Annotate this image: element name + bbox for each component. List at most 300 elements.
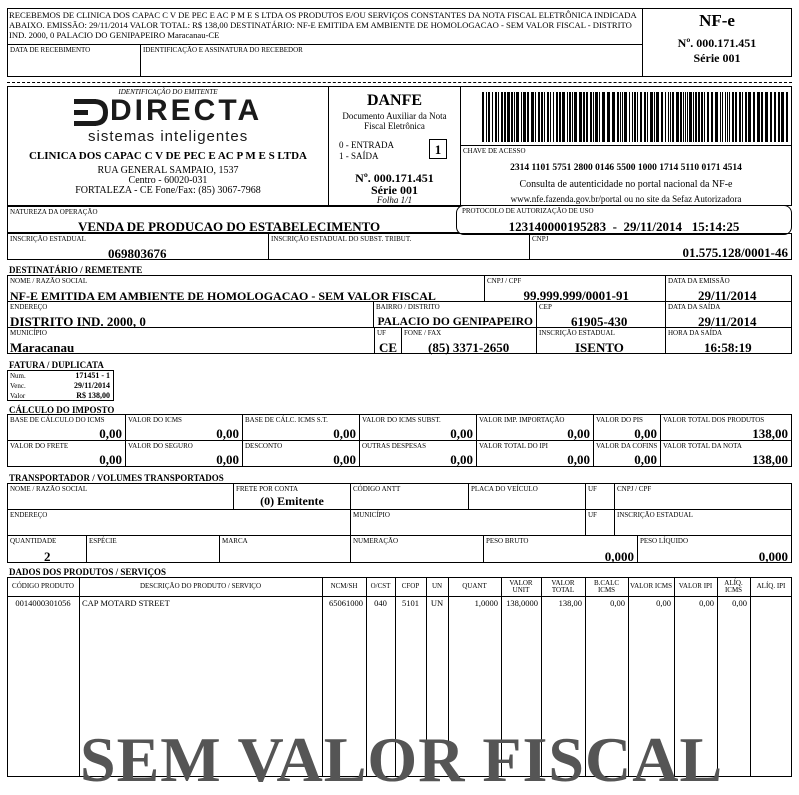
cnpj-valor: 01.575.128/0001-46 bbox=[682, 245, 788, 260]
barcode-bar bbox=[556, 92, 558, 142]
dest-bairro-label: BAIRRO / DISTRITO bbox=[376, 303, 440, 311]
barcode-bar bbox=[607, 92, 610, 142]
chave-consulta-2: www.nfe.fazenda.gov.br/portal ou no site da Sefaz Autorizadora bbox=[510, 194, 742, 204]
dest-municipio: Maracanau bbox=[10, 340, 75, 355]
directa-logo bbox=[74, 94, 274, 145]
produtos-header: O/CST bbox=[370, 582, 391, 591]
danfe-serie: Série 001 bbox=[371, 183, 418, 197]
protocolo-valor: 123140000195283 - 29/11/2014 15:14:25 bbox=[508, 219, 740, 234]
barcode-bar bbox=[495, 92, 497, 142]
dest-nome: NF-E EMITIDA EM AMBIENTE DE HOMOLOGACAO - SEM VALOR FISCAL bbox=[10, 289, 436, 303]
imposto-cell bbox=[593, 414, 661, 441]
barcode-bar bbox=[742, 92, 743, 142]
barcode-bar bbox=[672, 92, 674, 142]
barcode-bar bbox=[647, 92, 648, 142]
produtos-header: QUANT bbox=[462, 582, 487, 591]
transp-nome-box bbox=[7, 483, 234, 510]
barcode-bar bbox=[492, 92, 493, 142]
produtos-header: ALÍQ. IPI bbox=[756, 582, 786, 591]
produtos-header: VALOR UNIT bbox=[509, 578, 533, 594]
emitente-box bbox=[7, 86, 329, 206]
barcode-bar bbox=[590, 92, 592, 142]
dest-saida-box bbox=[665, 301, 792, 328]
barcode-box bbox=[460, 86, 792, 146]
natureza-box bbox=[7, 206, 460, 233]
barcode-bar bbox=[670, 92, 671, 142]
transp-especie-box bbox=[86, 535, 220, 563]
assinatura-label: IDENTIFICAÇÃO E ASSINATURA DO RECEBEDOR bbox=[143, 46, 303, 54]
barcode-bar bbox=[770, 92, 772, 142]
barcode-bar bbox=[689, 92, 692, 142]
watermark: SEM VALOR FISCAL bbox=[80, 724, 724, 795]
dest-hora-box bbox=[665, 327, 792, 354]
imposto-value: 0,00 bbox=[216, 452, 239, 467]
barcode-bar bbox=[562, 92, 565, 142]
barcode-bar bbox=[707, 92, 709, 142]
barcode-bar bbox=[720, 92, 721, 142]
produtos-cell: 0014000301056 bbox=[15, 598, 71, 608]
emitente-nome: CLINICA DOS CAPAC C V DE PEC E AC P M E S LTDA bbox=[28, 150, 307, 162]
imposto-cell bbox=[125, 440, 243, 467]
data-recebimento-label: DATA DE RECEBIMENTO bbox=[10, 46, 91, 54]
danfe-entrada: 0 - ENTRADA bbox=[339, 140, 394, 150]
imposto-label: VALOR TOTAL DOS PRODUTOS bbox=[663, 416, 765, 424]
transportador-title: TRANSPORTADOR / VOLUMES TRANSPORTADOS bbox=[9, 473, 224, 483]
danfe-subtitle-2: Fiscal Eletrônica bbox=[364, 121, 425, 131]
barcode-bar bbox=[553, 92, 554, 142]
produtos-cell: 040 bbox=[374, 598, 387, 608]
produtos-cell: 5101 bbox=[402, 598, 419, 608]
barcode-bar bbox=[595, 92, 598, 142]
imposto-value: 138,00 bbox=[752, 452, 788, 467]
canhoto-nfe-box bbox=[642, 8, 792, 77]
fatura-venc: 29/11/2014 bbox=[73, 381, 110, 390]
produtos-cell: 0,00 bbox=[699, 598, 714, 608]
dest-ie-label: INSCRIÇÃO ESTADUAL bbox=[539, 329, 615, 337]
transp-qtd: 2 bbox=[44, 549, 51, 564]
dest-municipio-box bbox=[7, 327, 375, 354]
barcode-bar bbox=[711, 92, 713, 142]
emitente-cidade: FORTALEZA - CE Fone/Fax: (85) 3067-7968 bbox=[75, 185, 261, 196]
transp-antt-box bbox=[350, 483, 469, 510]
barcode-bar bbox=[501, 92, 503, 142]
cnpj-box bbox=[529, 233, 792, 260]
dest-uf-label: UF bbox=[377, 329, 386, 337]
produtos-header: NCM/SH bbox=[330, 582, 358, 591]
natureza-valor: VENDA DE PRODUCAO DO ESTABELECIMENTO bbox=[78, 219, 381, 234]
dest-endereco-box bbox=[7, 301, 374, 328]
transp-ie-label: INSCRIÇÃO ESTADUAL bbox=[617, 511, 693, 519]
ie-label: INSCRIÇÃO ESTADUAL bbox=[10, 235, 86, 243]
imposto-cell bbox=[125, 414, 243, 441]
barcode-bar bbox=[654, 92, 655, 142]
barcode-bar bbox=[781, 92, 784, 142]
barcode-bar bbox=[753, 92, 755, 142]
transp-uf2-label: UF bbox=[588, 511, 597, 519]
barcode-bar bbox=[498, 92, 499, 142]
imposto-label: DESCONTO bbox=[245, 442, 283, 450]
transp-qtd-label: QUANTIDADE bbox=[10, 537, 57, 545]
produtos-cell: 138,0000 bbox=[506, 598, 538, 608]
imposto-cell bbox=[660, 440, 792, 467]
dest-bairro: PALACIO DO GENIPAPEIRO bbox=[377, 316, 533, 328]
dest-endereco: DISTRITO IND. 2000, 0 bbox=[10, 314, 146, 329]
transp-marca-box bbox=[219, 535, 351, 563]
fatura-num: 171451 - 1 bbox=[75, 371, 110, 380]
barcode-bar bbox=[527, 92, 529, 142]
barcode-bar bbox=[732, 92, 734, 142]
barcode-bar bbox=[729, 92, 730, 142]
danfe-folha: Folha 1/1 bbox=[376, 195, 413, 205]
fatura-valor: R$ 138,00 bbox=[76, 391, 110, 400]
barcode-bar bbox=[685, 92, 686, 142]
produtos-header: CFOP bbox=[401, 582, 420, 591]
imposto-value: 0,00 bbox=[567, 452, 590, 467]
dest-nome-label: NOME / RAZÃO SOCIAL bbox=[10, 277, 88, 285]
imposto-value: 0,00 bbox=[216, 426, 239, 441]
barcode-bar bbox=[559, 92, 561, 142]
barcode-bar bbox=[516, 92, 519, 142]
chave-label: CHAVE DE ACESSO bbox=[463, 147, 526, 155]
dest-fone: (85) 3371-2650 bbox=[428, 340, 510, 355]
produtos-cell: CAP MOTARD STREET bbox=[82, 598, 170, 608]
barcode-bar bbox=[644, 92, 646, 142]
transp-numeracao-box bbox=[350, 535, 484, 563]
barcode-bar bbox=[541, 92, 543, 142]
produtos-cell: 0,00 bbox=[656, 598, 671, 608]
dest-nome-box bbox=[7, 275, 485, 302]
barcode-bar bbox=[640, 92, 642, 142]
canhoto-nfe: NF-e bbox=[699, 11, 735, 30]
transp-uf2-box bbox=[585, 509, 615, 536]
produtos-title: DADOS DOS PRODUTOS / SERVIÇOS bbox=[9, 567, 167, 577]
transp-frete-label: FRETE POR CONTA bbox=[236, 485, 299, 493]
imposto-cell bbox=[7, 414, 126, 441]
canhoto-numero: Nº. 000.171.451 bbox=[677, 36, 757, 50]
barcode-bar bbox=[765, 92, 768, 142]
danfe-saida: 1 - SAÍDA bbox=[339, 151, 379, 161]
imposto-value: 0,00 bbox=[333, 426, 356, 441]
transp-municipio-label: MUNICÍPIO bbox=[353, 511, 390, 519]
barcode-bar bbox=[774, 92, 776, 142]
barcode-bar bbox=[665, 92, 666, 142]
barcode-bar bbox=[617, 92, 619, 142]
imposto-value: 0,00 bbox=[99, 452, 122, 467]
dest-uf: CE bbox=[379, 340, 398, 355]
barcode-bar bbox=[698, 92, 700, 142]
produtos-cell: 65061000 bbox=[329, 598, 363, 608]
barcode-bar bbox=[538, 92, 540, 142]
barcode-bar bbox=[593, 92, 594, 142]
dest-uf-box bbox=[374, 327, 402, 354]
barcode-bar bbox=[656, 92, 659, 142]
produtos-header: DESCRIÇÃO DO PRODUTO / SERVIÇO bbox=[139, 582, 262, 591]
dest-cnpj-box bbox=[484, 275, 666, 302]
dest-bairro-box bbox=[373, 301, 537, 328]
canhoto-text: RECEBEMOS DE CLINICA DOS CAPAC C V DE PEC E AC P M E S LTDA OS PRODUTOS E/OU SERVIÇOS CONSTANTES DA NOTA FISCAL ELETRÔNICA INDICADA ABAIXO. EMISSÃO: 29/11/2014 VALOR TOTAL: R$ 138,00 DESTINATÁRIO: NF-E EMITIDA EM AMBIENTE DE HOMOLOGACAO - SEM VALOR FISCAL - DISTRITO IND. 2000, 0 PALACIO DO GENIPAPEIRO Maracanau-CE bbox=[9, 10, 637, 40]
transp-placa-label: PLACA DO VEÍCULO bbox=[471, 485, 538, 493]
ie-box bbox=[7, 233, 269, 260]
barcode-bar bbox=[629, 92, 630, 142]
imposto-cell bbox=[7, 440, 126, 467]
cut-line bbox=[7, 82, 792, 83]
ie-valor: 069803676 bbox=[108, 246, 167, 261]
fatura-title: FATURA / DUPLICATA bbox=[9, 360, 104, 370]
barcode-bar bbox=[531, 92, 534, 142]
ie-st-box bbox=[268, 233, 530, 260]
transp-endereco-label: ENDEREÇO bbox=[10, 511, 48, 519]
danfe-tipo-box bbox=[429, 139, 447, 159]
barcode-bar bbox=[547, 92, 549, 142]
transp-frete: (0) Emitente bbox=[260, 494, 324, 508]
dest-municipio-label: MUNICÍPIO bbox=[10, 329, 47, 337]
imposto-cell bbox=[593, 440, 661, 467]
transp-uf-box bbox=[585, 483, 615, 510]
transp-uf-label: UF bbox=[588, 485, 597, 493]
dest-ie-box bbox=[536, 327, 666, 354]
barcode-bar bbox=[482, 92, 484, 142]
barcode-bar bbox=[569, 92, 571, 142]
barcode-bar bbox=[727, 92, 728, 142]
barcode-bar bbox=[612, 92, 615, 142]
produtos-cell: 0,00 bbox=[732, 598, 747, 608]
danfe-title: DANFE bbox=[366, 92, 423, 109]
barcode-bar bbox=[535, 92, 536, 142]
produtos-header: VALOR IPI bbox=[678, 582, 713, 591]
imposto-label: OUTRAS DESPESAS bbox=[362, 442, 426, 450]
natureza-label: NATUREZA DA OPERAÇÃO bbox=[10, 208, 98, 216]
barcode-bar bbox=[521, 92, 522, 142]
barcode-bar bbox=[725, 92, 726, 142]
barcode-bar bbox=[579, 92, 582, 142]
danfe-box bbox=[328, 86, 461, 206]
imposto-value: 0,00 bbox=[99, 426, 122, 441]
fatura-box bbox=[7, 370, 114, 401]
transp-cnpj-box bbox=[614, 483, 792, 510]
transp-numeracao-label: NUMERAÇÃO bbox=[353, 537, 399, 545]
dest-emissao-label: DATA DA EMISSÃO bbox=[668, 277, 730, 285]
produtos-header: VALOR ICMS bbox=[629, 582, 673, 591]
dest-fone-box bbox=[401, 327, 537, 354]
barcode-bar bbox=[687, 92, 688, 142]
dest-emissao: 29/11/2014 bbox=[698, 288, 757, 303]
imposto-value: 0,00 bbox=[567, 426, 590, 441]
produtos-header: ALÍQ. ICMS bbox=[724, 578, 743, 594]
transp-marca-label: MARCA bbox=[222, 537, 248, 545]
transp-bruto: 0,000 bbox=[604, 549, 634, 564]
imposto-value: 138,00 bbox=[752, 426, 788, 441]
barcode-bar bbox=[567, 92, 568, 142]
barcode-bar bbox=[701, 92, 703, 142]
barcode-bar bbox=[757, 92, 760, 142]
data-recebimento-box bbox=[7, 44, 141, 77]
barcode-bar bbox=[676, 92, 679, 142]
dest-cnpj: 99.999.999/0001-91 bbox=[523, 288, 629, 303]
transp-bruto-box bbox=[483, 535, 638, 563]
dest-saida-label: DATA DA SAÍDA bbox=[668, 303, 721, 311]
imposto-value: 0,00 bbox=[450, 452, 473, 467]
danfe-numero: Nº. 000.171.451 bbox=[355, 171, 434, 185]
barcode-bar bbox=[620, 92, 621, 142]
emitente-bairro: Centro - 60020-031 bbox=[128, 175, 208, 186]
produtos-cell: 1,0000 bbox=[474, 598, 498, 608]
imposto-cell bbox=[359, 414, 477, 441]
barcode-bar bbox=[572, 92, 573, 142]
imposto-cell bbox=[476, 440, 594, 467]
fatura-valor-label: Valor bbox=[10, 392, 26, 400]
barcode-bar bbox=[583, 92, 585, 142]
protocolo-box bbox=[456, 205, 792, 235]
barcode-bar bbox=[695, 92, 697, 142]
fatura-venc-label: Venc. bbox=[10, 382, 26, 390]
imposto-label: VALOR DO ICMS SUBST. bbox=[362, 416, 441, 424]
barcode-bar bbox=[586, 92, 588, 142]
barcode-bar bbox=[624, 92, 627, 142]
barcode-bar bbox=[715, 92, 718, 142]
imposto-label: BASE DE CÁLCULO DO ICMS bbox=[10, 416, 105, 424]
transp-endereco-box bbox=[7, 509, 351, 536]
chave-valor: 2314 1101 5751 2800 0146 5500 1000 1714 5110 0171 4514 bbox=[510, 163, 742, 173]
imposto-value: 0,00 bbox=[634, 426, 657, 441]
produtos-cell: UN bbox=[430, 598, 444, 608]
barcode-bar bbox=[632, 92, 633, 142]
dest-hora: 16:58:19 bbox=[704, 340, 752, 355]
imposto-value: 0,00 bbox=[634, 452, 657, 467]
canhoto-serie: Série 001 bbox=[693, 51, 741, 65]
dest-fone-label: FONE / FAX bbox=[404, 329, 442, 337]
imposto-cell bbox=[242, 414, 360, 441]
produtos-header: VALOR TOTAL bbox=[551, 578, 575, 594]
transp-cnpj-label: CNPJ / CPF bbox=[617, 485, 652, 493]
imposto-label: VALOR DA COFINS bbox=[596, 442, 658, 450]
dest-hora-label: HORA DA SAÍDA bbox=[668, 329, 723, 337]
transp-ie-box bbox=[614, 509, 792, 536]
barcode-bar bbox=[683, 92, 684, 142]
barcode-bar bbox=[735, 92, 737, 142]
barcode-icon bbox=[482, 92, 792, 142]
barcode-bar bbox=[488, 92, 490, 142]
barcode-bar bbox=[637, 92, 638, 142]
directa-logo-sub: sistemas inteligentes bbox=[88, 128, 249, 145]
transp-municipio-box bbox=[350, 509, 586, 536]
produtos-cell: 138,00 bbox=[558, 598, 582, 608]
directa-logo-mark-icon bbox=[74, 99, 108, 127]
imposto-label: VALOR TOTAL DO IPI bbox=[479, 442, 548, 450]
fatura-num-label: Num. bbox=[10, 372, 26, 380]
dest-cep-label: CEP bbox=[539, 303, 552, 311]
barcode-bar bbox=[739, 92, 741, 142]
transp-antt-label: CÓDIGO ANTT bbox=[353, 485, 401, 493]
transp-placa-box bbox=[468, 483, 586, 510]
barcode-bar bbox=[693, 92, 694, 142]
barcode-bar bbox=[634, 92, 636, 142]
barcode-bar bbox=[523, 92, 526, 142]
dest-saida: 29/11/2014 bbox=[698, 314, 757, 329]
produtos-cell: 0,00 bbox=[610, 598, 625, 608]
transp-liquido-box bbox=[637, 535, 792, 563]
barcode-bar bbox=[514, 92, 515, 142]
destinatario-title: DESTINATÁRIO / REMETENTE bbox=[9, 265, 143, 275]
barcode-bar bbox=[650, 92, 653, 142]
chave-consulta-1: Consulta de autenticidade no portal nacional da NF-e bbox=[519, 179, 733, 190]
barcode-bar bbox=[786, 92, 788, 142]
imposto-cell bbox=[660, 414, 792, 441]
ie-st-label: INSCRIÇÃO ESTADUAL DO SUBST. TRIBUT. bbox=[271, 235, 412, 243]
dest-ie: ISENTO bbox=[575, 340, 624, 355]
danfe-subtitle-1: Documento Auxiliar da Nota bbox=[342, 111, 447, 121]
produtos-col-divider bbox=[750, 577, 751, 777]
barcode-bar bbox=[599, 92, 600, 142]
barcode-bar bbox=[486, 92, 487, 142]
barcode-bar bbox=[507, 92, 510, 142]
imposto-label: BASE DE CÁLC. ICMS S.T. bbox=[245, 416, 328, 424]
barcode-bar bbox=[622, 92, 623, 142]
produtos-header: CÓDIGO PRODUTO bbox=[12, 582, 74, 591]
transp-especie-label: ESPÉCIE bbox=[89, 537, 117, 545]
danfe-tipo: 1 bbox=[434, 142, 442, 157]
assinatura-box bbox=[140, 44, 643, 77]
imposto-cell bbox=[242, 440, 360, 467]
directa-logo-name: DIRECTA bbox=[110, 94, 263, 127]
barcode-bar bbox=[668, 92, 669, 142]
barcode-bar bbox=[511, 92, 513, 142]
protocolo-label: PROTOCOLO DE AUTORIZAÇÃO DE USO bbox=[462, 207, 594, 215]
barcode-bar bbox=[544, 92, 545, 142]
transp-qtd-box bbox=[7, 535, 87, 563]
transp-frete-box bbox=[233, 483, 351, 510]
barcode-bar bbox=[504, 92, 506, 142]
imposto-label: VALOR DO PIS bbox=[596, 416, 643, 424]
barcode-bar bbox=[745, 92, 747, 142]
imposto-title: CÁLCULO DO IMPOSTO bbox=[9, 405, 115, 415]
barcode-bar bbox=[680, 92, 682, 142]
transp-bruto-label: PESO BRUTO bbox=[486, 537, 529, 545]
transp-nome-label: NOME / RAZÃO SOCIAL bbox=[10, 485, 88, 493]
barcode-bar bbox=[550, 92, 551, 142]
dest-endereco-label: ENDEREÇO bbox=[10, 303, 48, 311]
dest-cnpj-label: CNPJ / CPF bbox=[487, 277, 522, 285]
emitente-endereco: RUA GENERAL SAMPAIO, 1537 bbox=[97, 165, 239, 176]
imposto-value: 0,00 bbox=[333, 452, 356, 467]
cnpj-label: CNPJ bbox=[532, 235, 549, 243]
barcode-bar bbox=[748, 92, 751, 142]
transp-liquido-label: PESO LÍQUIDO bbox=[640, 537, 689, 545]
barcode-bar bbox=[661, 92, 663, 142]
imposto-cell bbox=[359, 440, 477, 467]
dest-emissao-box bbox=[665, 275, 792, 302]
transp-liquido: 0,000 bbox=[758, 549, 788, 564]
barcode-bar bbox=[761, 92, 763, 142]
emitente-label: IDENTIFICAÇÃO DO EMITENTE bbox=[118, 88, 218, 96]
dest-cep-box bbox=[536, 301, 666, 328]
dest-cep: 61905-430 bbox=[571, 314, 628, 329]
barcode-bar bbox=[574, 92, 577, 142]
barcode-bar bbox=[704, 92, 705, 142]
imposto-label: VALOR DO FRETE bbox=[10, 442, 69, 450]
imposto-cell bbox=[476, 414, 594, 441]
barcode-bar bbox=[778, 92, 780, 142]
imposto-label: VALOR TOTAL DA NOTA bbox=[663, 442, 742, 450]
imposto-label: VALOR DO ICMS bbox=[128, 416, 182, 424]
produtos-header: UN bbox=[431, 582, 443, 591]
chave-box bbox=[460, 145, 792, 206]
imposto-value: 0,00 bbox=[450, 426, 473, 441]
barcode-bar bbox=[722, 92, 723, 142]
produtos-header: B.CALC ICMS bbox=[593, 578, 620, 594]
imposto-label: VALOR DO SEGURO bbox=[128, 442, 193, 450]
barcode-bar bbox=[602, 92, 605, 142]
imposto-label: VALOR IMP. IMPORTAÇÃO bbox=[479, 416, 565, 424]
